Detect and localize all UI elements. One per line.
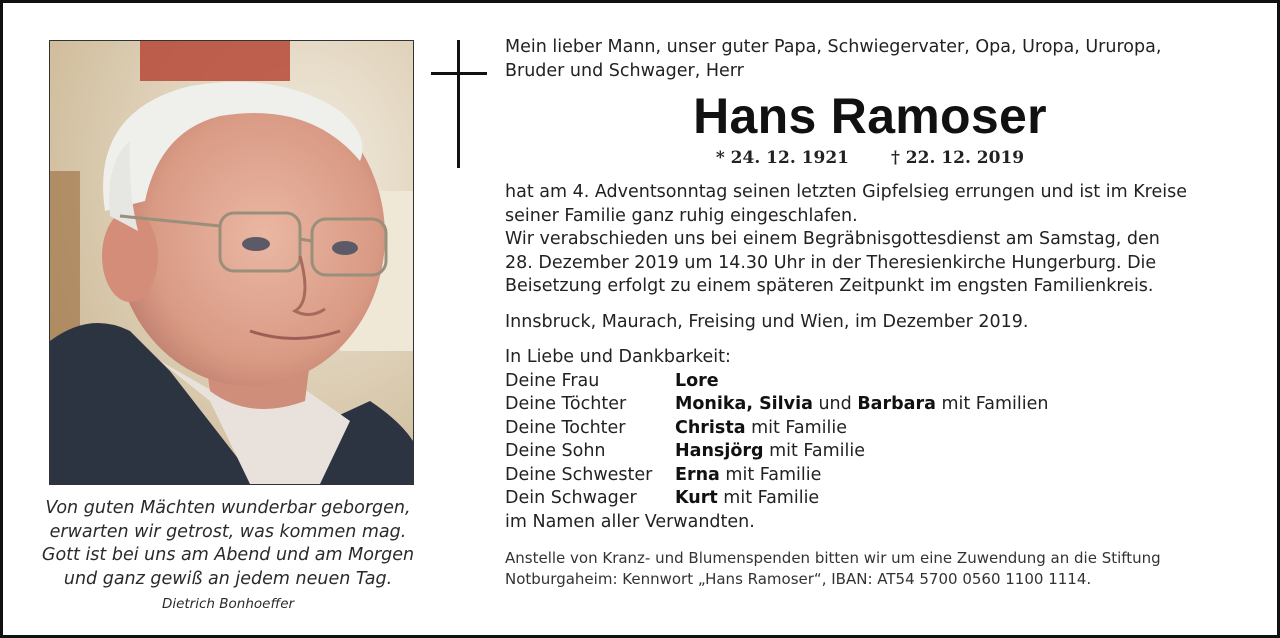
cross-icon	[431, 40, 487, 168]
announcement-line: Wir verabschieden uns bei einem Begräbnisgottesdienst am Samstag, den	[505, 229, 1160, 249]
announcement-line: 28. Dezember 2019 um 14.30 Uhr in der Theresienkirche Hungerburg. Die	[505, 252, 1157, 273]
family-relation: Deine Sohn	[505, 441, 606, 461]
quote-line: und ganz gewiß an jedem neuen Tag.	[63, 568, 393, 589]
portrait-photo	[49, 40, 414, 485]
quote-author: Dietrich Bonhoeffer	[161, 596, 295, 612]
notice-text	[505, 36, 1235, 590]
life-dates	[505, 147, 1235, 169]
family-closing: im Namen aller Verwandten.	[505, 511, 755, 532]
birth-date: * 24. 12. 1921	[715, 148, 849, 168]
family-name: Monika, Silvia	[675, 394, 813, 414]
family-row	[505, 440, 1235, 464]
family-heading: In Liebe und Dankbarkeit:	[505, 347, 731, 367]
family-row	[505, 487, 1235, 511]
family-name: Barbara	[857, 394, 936, 414]
family-name: Kurt	[675, 488, 718, 508]
family-name: Erna	[675, 464, 720, 485]
death-date: † 22. 12. 2019	[891, 148, 1025, 168]
family-suffix: mit Familie	[719, 464, 822, 485]
place-date: Innsbruck, Maurach, Freising und Wien, im Dezember 2019.	[505, 311, 1029, 332]
family-relation: Deine Tochter	[505, 417, 626, 438]
family-suffix: mit Familie	[763, 441, 865, 461]
family-row	[505, 393, 1235, 417]
intro-line: Mein lieber Mann, unser guter Papa, Schwiegervater, Opa, Uropa, Ururopa,	[505, 37, 1162, 57]
family-row	[505, 464, 1235, 488]
quote-line: Von guten Mächten wunderbar geborgen,	[45, 498, 411, 518]
intro-line: Bruder und Schwager, Herr	[505, 60, 744, 81]
family-relation: Dein Schwager	[505, 488, 637, 508]
family-relation: Deine Frau	[505, 370, 600, 391]
family-name: Lore	[675, 370, 719, 391]
family-suffix: mit Familie	[717, 488, 820, 508]
donation-line: Anstelle von Kranz- und Blumenspenden bitten wir um eine Zuwendung an die Stiftung	[505, 549, 1161, 567]
announcement-line: seiner Familie ganz ruhig eingeschlafen.	[505, 205, 858, 226]
deceased-name: Hans Ramoser	[693, 88, 1047, 144]
bonhoeffer-quote	[23, 497, 433, 615]
family-suffix: und	[812, 394, 858, 414]
family-name: Hansjörg	[675, 441, 764, 461]
family-row	[505, 370, 1235, 394]
quote-line: Gott ist bei uns am Abend und am Morgen	[41, 545, 415, 565]
announcement-text	[505, 181, 1235, 299]
family-suffix: mit Familie	[745, 417, 848, 438]
donation-note	[505, 548, 1235, 590]
announcement-line: hat am 4. Adventsonntag seinen letzten Gipfelsieg errungen und ist im Kreise	[505, 182, 1187, 202]
announcement-line: Beisetzung erfolgt zu einem späteren Zeitpunkt im engsten Familienkreis.	[505, 276, 1154, 296]
family-name: Christa	[675, 417, 746, 438]
family-relation: Deine Töchter	[505, 394, 627, 414]
intro-text	[505, 36, 1235, 83]
quote-line: erwarten wir getrost, was kommen mag.	[49, 521, 407, 542]
family-row	[505, 417, 1235, 441]
family-list	[505, 346, 1235, 534]
donation-line: Notburgaheim: Kennwort „Hans Ramoser“, IBAN: AT54 5700 0560 1100 1114.	[505, 570, 1092, 588]
family-suffix: mit Familien	[935, 394, 1049, 414]
family-relation: Deine Schwester	[505, 464, 653, 485]
